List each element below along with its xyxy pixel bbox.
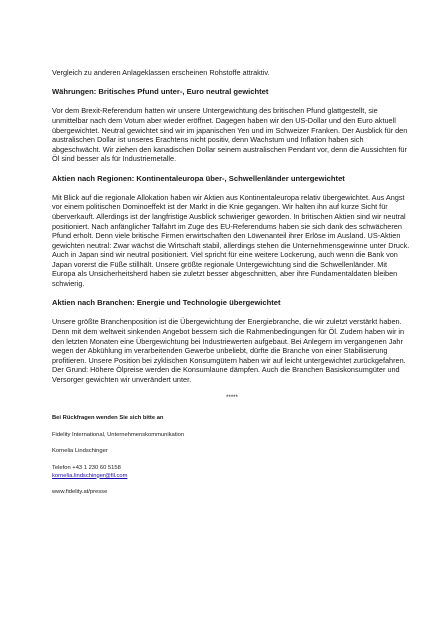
contact-website[interactable]: www.fidelity.at/presse [52,489,108,496]
section-heading-currencies: Währungen: Britisches Pfund unter-, Euro neutral gewichtet [52,87,269,97]
document-page [52,68,412,497]
section-body-regions: Mit Blick auf die regionale Allokation haben wir Aktien aus Kontinentaleuropa relativ übergewichtet. Aus Angst vor einem politischen Dominoeffekt ist der Markt in die Knie gegangen. Wir halten ihn auf kurze Sicht für überverkauft. Allerdings ist der langfristige Ausblick schwieriger geworden. In britischen Aktien sind wir neutral positioniert. Nach anfänglicher Talfahrt im Zuge des EU-Referendums haben sie sich dank des schwächeren Pfund erholt. Denn viele britische Firmen erwirtschaften den Löwenanteil ihrer Erlöse im Ausland. US-Aktien gewichten neutral: Zwar wächst die Wirtschaft stabil, allerdings stehen die Unternehmensgewinne unter Druck. Auch in Japan sind wir neutral positioniert. Viel spricht für eine weitere Lockerung, auch wenn die Bank von Japan vorerst die Füße stillhält. Unsere größte regionale Untergewichtung sind die Schwellenländer. Mit Europa als Unsicherheitsherd haben sie zuletzt besser abgeschnitten, aber ihre Fundamentaldaten bleiben schwierig. [52,192,410,289]
contact-phone: Telefon +43 1 230 60 5158 [52,464,121,471]
separator: ***** [226,395,238,402]
contact-email-link[interactable]: kornelia.lindschinger@fil.com [52,472,128,479]
contact-heading: Bei Rückfragen wenden Sie sich bitte an [52,415,164,422]
section-body-currencies: Vor dem Brexit-Referendum hatten wir unsere Untergewichtung des britischen Pfund glattgestellt, sie unmittelbar nach dem Votum aber wieder eröffnet. Dagegen haben wir den US-Dollar und den Euro aktuell übergewichtet. Neutral gewichtet sind wir im japanischen Yen und im Schweizer Franken. Der Ausblick für den australischen Dollar ist unseres Erachtens nicht positiv, denn Wachstum und Inflation haben sich abgeschwächt. Wir ziehen den kanadischen Dollar seinem australischen Pendant vor, denn die Aussichten für Öl sind besser als für Industriemetalle. [52,106,408,164]
contact-block [52,415,412,497]
contact-name: Kornelia Lindschinger [52,448,108,455]
section-body-sectors: Unsere größte Branchenposition ist die Übergewichtung der Energiebranche, die wir zuletzt verstärkt haben. Denn mit dem weltweit sinkenden Angebot bessern sich die Rahmenbedingungen für Öl. Zudem haben wir in den letzten Monaten eine Übergewichtung bei Industriewerten aufgebaut. Bei Anlegern im vergangenen Jahr wegen der Abkühlung im verarbeitenden Gewerbe unbeliebt, dürfte die Branche von einer Stabilisierung profitieren. Unsere Position bei zyklischen Konsumgütern haben wir auf leicht untergewichtet zurückgefahren. Der Grund: Höhere Ölpreise werden die Konsumlaune dämpfen. Auch die Branchen Basiskonsumgüter und Versorger gewichten wir unverändert unter. [52,317,406,384]
section-heading-sectors: Aktien nach Branchen: Energie und Technologie übergewichtet [52,298,281,308]
section-heading-regions: Aktien nach Regionen: Kontinentaleuropa über-, Schwellenländer untergewichtet [52,173,345,183]
contact-company: Fidelity International, Unternehmenskommunikation [52,431,185,438]
intro-text: Vergleich zu anderen Anlageklassen erscheinen Rohstoffe attraktiv. [52,68,270,77]
